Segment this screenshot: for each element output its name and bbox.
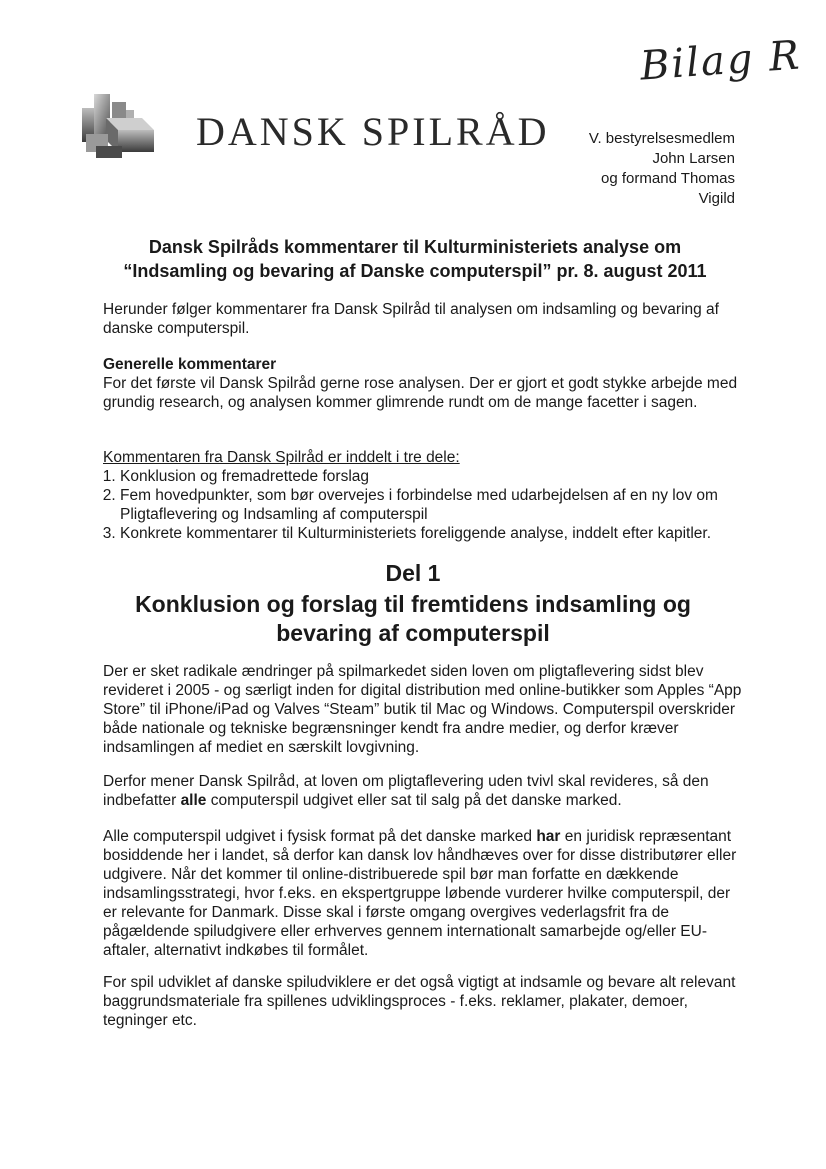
part-title (100, 590, 726, 648)
part-title-line: Konklusion og forslag til fremtidens indsamling og (135, 591, 691, 617)
part-title-line: bevaring af computerspil (276, 620, 550, 646)
list-item: 3. Konkrete kommentarer til Kulturministeriets foreliggende analyse, inddelt efter kapitler. (120, 524, 743, 543)
intro-paragraph: Herunder følger kommentarer fra Dansk Spilråd til analysen om indsamling og bevaring af danske computerspil. (103, 301, 719, 337)
parts-heading: Kommentaren fra Dansk Spilråd er inddelt i tre dele: (103, 449, 460, 466)
emphasis-text: alle (180, 792, 207, 809)
general-comments-text: For det første vil Dansk Spilråd gerne rose analysen. Der er gjort et godt stykke arbejde med grundig research, og analysen kommer glimrende rundt om de mange facetter i sagen. (103, 375, 738, 411)
title-line: Dansk Spilråds kommentarer til Kulturministeriets analyse om (148, 237, 682, 257)
parts-list (103, 467, 743, 543)
handwritten-annotation: Bilag R (638, 32, 803, 90)
addressee-line: Vigild (698, 190, 735, 207)
body-paragraph-4: For spil udviklet af danske spiludviklere er det også vigtigt at indsamle og bevare alt relevant baggrundsmateriale fra spillenes udviklingsproces - f.eks. reklamer, plakater, demoer, tegninger etc. (103, 974, 736, 1029)
dansk-spilraad-logo (76, 88, 166, 163)
addressee-line: V. bestyrelsesmedlem (588, 130, 735, 147)
body-paragraph-3 (103, 827, 743, 960)
part-label: Del 1 (385, 560, 441, 586)
title-line: “Indsamling og bevaring af Danske computerspil” pr. 8. august 2011 (123, 261, 707, 281)
text-run: Alle computerspil udgivet i fysisk format på det danske marked (103, 828, 537, 845)
addressee-block (475, 129, 735, 209)
brand-name: DANSK SPILRÅD (196, 109, 550, 154)
body-paragraph-2 (103, 772, 743, 810)
text-run: en juridisk repræsentant bosiddende her i landet, så derfor kan dansk lov håndhæves over for disse distributører eller udgivere. Når det kommer til online-distribuerede spil bør man forfatte en dækkende indsamlingsstrategi, hvor f.eks. en ekspertgruppe løbende vurderer hvilke computerspil, der er relevante for Danmark. Disse skal i første omgang overgives vederlagsfrit fra de pågældende spiludgivere eller erhverves gennem internationalt samarbejde og/eller EU-aftaler, alternativt indkøbes til formålet. (103, 828, 737, 959)
list-item: 2. Fem hovedpunkter, som bør overvejes i forbindelse med udarbejdelsen af en ny lov om Pligtaflevering og Indsamling af computerspil (120, 486, 743, 524)
document-title (90, 235, 740, 283)
addressee-line: John Larsen (652, 150, 735, 167)
list-item: 1. Konklusion og fremadrettede forslag (120, 467, 743, 486)
parts-section (103, 448, 743, 543)
text-run: computerspil udgivet eller sat til salg på det danske marked. (206, 792, 622, 809)
emphasis-text: har (536, 828, 561, 845)
general-comments-heading: Generelle kommentarer (103, 356, 277, 373)
addressee-line: og formand Thomas (601, 170, 735, 187)
body-paragraph-1: Der er sket radikale ændringer på spilmarkedet siden loven om pligtaflevering sidst blev revideret i 2005 - og særligt inden for digital distribution med online-butikker som Apples “App Store” til iPhone/iPad og Valves “Steam” butik til Mac og Windows. Computerspil overskrider både nationale og tekniske begrænsninger kendt fra andre medier, og derfor kræver indsamlingen af mediet en særskilt lovgivning. (103, 663, 742, 756)
text-run: Derfor mener Dansk Spilråd, at loven om pligtaflevering uden tvivl skal revideres, så den indbefatter (103, 773, 709, 809)
general-comments-section (103, 355, 743, 412)
